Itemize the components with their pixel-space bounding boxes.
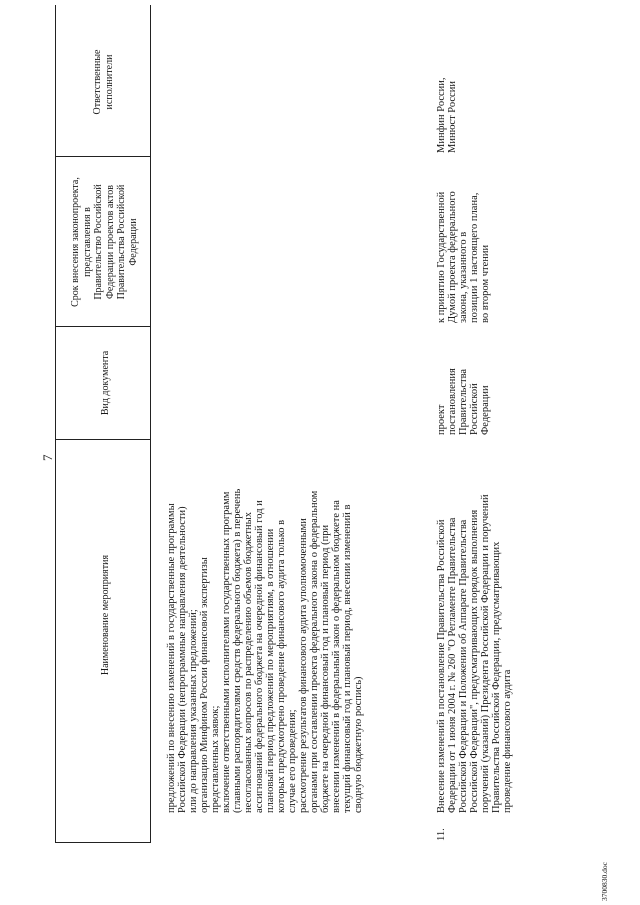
row-responsible: Минфин России, Минюст России xyxy=(436,77,458,153)
page-number: 7 xyxy=(40,454,55,461)
row-deadline: к принятию Государственной Думой проекта федерального закона, указанного в позиции 1 настоящего плана, во втором чтении xyxy=(436,191,491,323)
column-divider-left xyxy=(55,842,150,843)
header-deadline: Срок внесения законопроекта, представления в Правительство Российской Федерации проектов актов Правительства Российской Федерации xyxy=(70,177,139,307)
document-code: 3700830.doc xyxy=(600,862,609,901)
row-number: 11. xyxy=(436,828,447,841)
header-bottom-border xyxy=(150,5,151,843)
column-divider-doctype-deadline xyxy=(55,326,150,327)
column-divider-name-doctype xyxy=(55,439,150,440)
header-responsible: Ответственные исполнители xyxy=(92,49,115,115)
row-doc-type: проект постановления Правительства Российской Федерации xyxy=(436,368,491,435)
column-divider-deadline-responsible xyxy=(55,156,150,157)
header-name: Наименование мероприятия xyxy=(100,554,111,676)
row-continuation-name: предложений по внесению изменений в государственные программы Российской Федерации (непрограммные направления деятельности) или до направления указанных предложений; организацию Минфином России финансовой экспертизы представленных заявок; включение ответственными исполнителями государственных программ (главными распорядителями средств федерального бюджета) в перечень несогласованных вопросов по распределению объемов бюджетных ассигнований федерального бюджета на очередной финансовый год и плановый период предложений по мероприятиям, в отношении которых предусмотрено проведение финансового аудита только в случае его проведения; рассмотрение результатов финансового аудита уполномоченными органами при составлении проекта федерального закона о федеральном бюджете на очередной финансовый год и плановый период (при внесении изменений в федеральный закон о федеральном бюджете на текущий финансовый год и плановый период, внесении изменений в сводную бюджетную роспись) xyxy=(166,488,364,813)
row-name: Внесение изменений в постановление Правительства Российской Федерации от 1 июня 2004 г. № 260 "О Регламенте Правительства Российской Федерации и Положении об Аппарате Правительства Российской Федерации", предусматривающих порядок выполнения поручений (указаний) Президента Российской Федерации и поручений Правительства Российской Федерации, предусматривающих проведение финансового аудита xyxy=(436,494,513,813)
header-doc-type: Вид документа xyxy=(100,350,111,416)
table-top-border xyxy=(55,5,56,843)
